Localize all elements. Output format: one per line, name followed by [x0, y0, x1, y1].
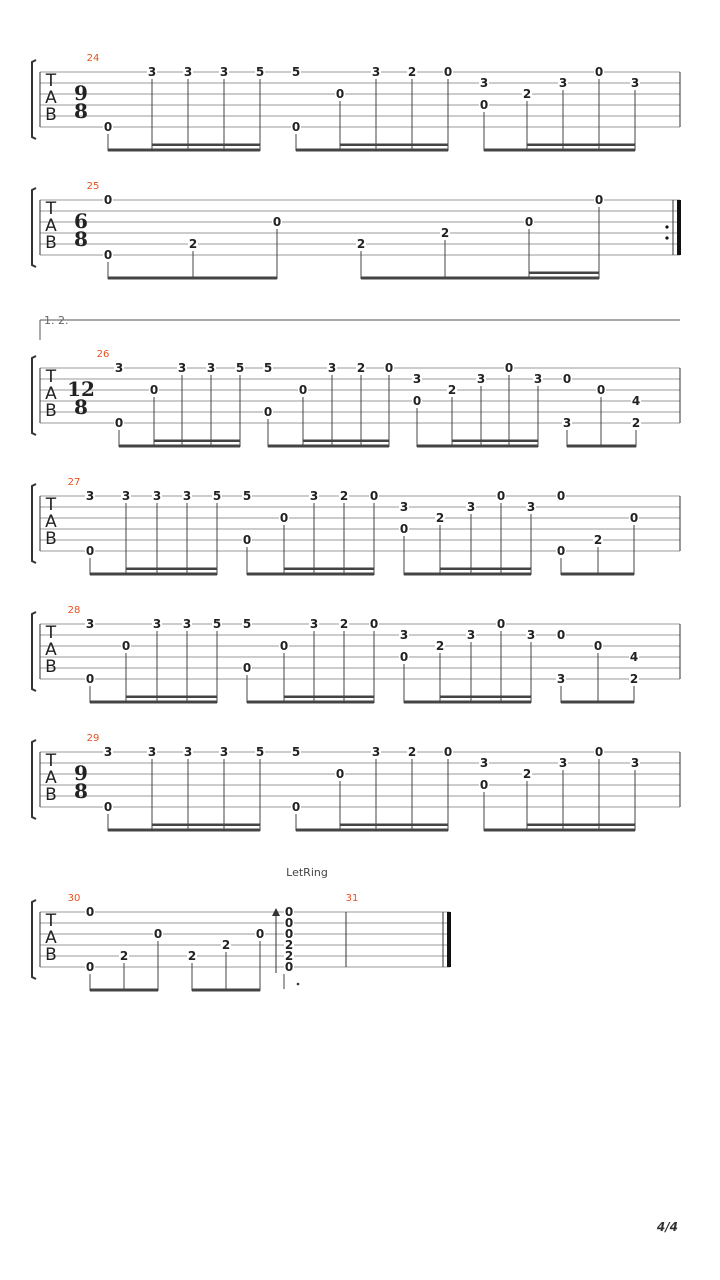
beam-primary — [90, 573, 217, 576]
measure-number: 31 — [345, 893, 359, 904]
fret-number: 0 — [85, 960, 95, 974]
fret-number: 0 — [284, 905, 294, 919]
fret-number: 0 — [504, 361, 514, 375]
beam-secondary — [126, 568, 217, 571]
fret-number: 0 — [369, 489, 379, 503]
tab-clef-t: T — [45, 71, 57, 91]
fret-number: 3 — [526, 628, 536, 642]
fret-number: 3 — [558, 76, 568, 90]
tab-clef-a: A — [45, 640, 57, 660]
measure-number: 26 — [96, 349, 110, 360]
beam-secondary — [440, 696, 531, 699]
fret-number: 3 — [309, 617, 319, 631]
fret-number: 3 — [219, 65, 229, 79]
staff-system-30 — [32, 900, 450, 992]
fret-number: 0 — [335, 767, 345, 781]
fret-number: 3 — [399, 500, 409, 514]
fret-number: 0 — [369, 617, 379, 631]
fret-number: 5 — [242, 617, 252, 631]
tab-clef-t: T — [45, 495, 57, 515]
fret-number: 2 — [522, 767, 532, 781]
fret-number: 3 — [309, 489, 319, 503]
fret-number: 0 — [149, 383, 159, 397]
fret-number: 3 — [114, 361, 124, 375]
fret-number: 0 — [399, 650, 409, 664]
tab-clef-a: A — [45, 88, 57, 108]
fret-number: 0 — [594, 745, 604, 759]
fret-number: 3 — [152, 617, 162, 631]
beam-primary — [90, 989, 158, 992]
beam-secondary — [154, 440, 240, 443]
fret-number: 0 — [594, 193, 604, 207]
tab-clef-a: A — [45, 216, 57, 236]
fret-number: 0 — [412, 394, 422, 408]
fret-number: 5 — [291, 745, 301, 759]
fret-number: 5 — [235, 361, 245, 375]
fret-number: 3 — [219, 745, 229, 759]
beam-primary — [268, 445, 389, 448]
repeat-dot — [665, 225, 668, 228]
fret-number: 2 — [407, 65, 417, 79]
fret-number: 0 — [284, 960, 294, 974]
fret-number: 0 — [242, 533, 252, 547]
system-bracket — [32, 60, 36, 139]
beam-primary — [108, 277, 277, 280]
beam-secondary — [284, 568, 374, 571]
fret-number: 5 — [291, 65, 301, 79]
fret-number: 0 — [85, 672, 95, 686]
fret-number: 2 — [221, 938, 231, 952]
beam-secondary — [440, 568, 531, 571]
beam-primary — [417, 445, 538, 448]
fret-number: 3 — [466, 628, 476, 642]
fret-number: 0 — [629, 511, 639, 525]
measure-number: 24 — [86, 53, 100, 64]
fret-number: 3 — [479, 756, 489, 770]
time-signature-numerator: 9 — [74, 81, 88, 105]
fret-number: 0 — [103, 800, 113, 814]
fret-number: 3 — [206, 361, 216, 375]
beam-primary — [404, 573, 531, 576]
tab-clef-b: B — [45, 785, 57, 805]
fret-number: 5 — [255, 745, 265, 759]
time-signature-denominator: 8 — [74, 99, 88, 123]
system-bracket — [32, 484, 36, 563]
tab-clef-b: B — [45, 529, 57, 549]
staff-system-25 — [32, 188, 680, 280]
tab-clef-b: B — [45, 657, 57, 677]
beam-primary — [361, 277, 599, 280]
fret-number: 3 — [183, 745, 193, 759]
fret-number: 0 — [496, 489, 506, 503]
fret-number: 0 — [479, 778, 489, 792]
fret-number: 0 — [335, 87, 345, 101]
fret-number: 0 — [479, 98, 489, 112]
fret-number: 3 — [371, 65, 381, 79]
fret-number: 3 — [147, 65, 157, 79]
beam-secondary — [527, 144, 635, 147]
fret-number: 3 — [412, 372, 422, 386]
fret-number: 3 — [182, 489, 192, 503]
fret-number: 3 — [562, 416, 572, 430]
staff-system-24 — [32, 60, 680, 152]
tab-clef-a: A — [45, 928, 57, 948]
fret-number: 0 — [85, 905, 95, 919]
tab-clef-a: A — [45, 512, 57, 532]
tab-clef-b: B — [45, 233, 57, 253]
fret-number: 0 — [272, 215, 282, 229]
page-number: 4/4 — [656, 1220, 678, 1234]
dotted-note-dot — [297, 983, 300, 986]
beam-primary — [90, 701, 217, 704]
fret-number: 3 — [147, 745, 157, 759]
tab-clef-t: T — [45, 367, 57, 387]
measure-number: 27 — [67, 477, 81, 488]
system-bracket — [32, 356, 36, 435]
fret-number: 2 — [119, 949, 129, 963]
fret-number: 2 — [440, 226, 450, 240]
fret-number: 0 — [556, 544, 566, 558]
fret-number: 2 — [631, 416, 641, 430]
fret-number: 3 — [466, 500, 476, 514]
time-signature-denominator: 8 — [74, 395, 88, 419]
fret-number: 0 — [496, 617, 506, 631]
fret-number: 3 — [103, 745, 113, 759]
fret-number: 0 — [153, 927, 163, 941]
fret-number: 4 — [631, 394, 641, 408]
beam-primary — [296, 149, 448, 152]
system-bracket — [32, 612, 36, 691]
fret-number: 2 — [435, 639, 445, 653]
system-bracket — [32, 188, 36, 267]
fret-number: 2 — [356, 237, 366, 251]
staff-system-28 — [32, 612, 680, 704]
fret-number: 0 — [284, 916, 294, 930]
fret-number: 0 — [594, 65, 604, 79]
fret-number: 0 — [443, 745, 453, 759]
measure-number: 28 — [67, 605, 81, 616]
fret-number: 3 — [177, 361, 187, 375]
fret-number: 5 — [255, 65, 265, 79]
time-signature-denominator: 8 — [74, 227, 88, 251]
fret-number: 3 — [399, 628, 409, 642]
tab-clef-t: T — [45, 911, 57, 931]
beam-primary — [192, 989, 260, 992]
fret-number: 0 — [562, 372, 572, 386]
tab-clef-t: T — [45, 623, 57, 643]
fret-number: 0 — [103, 193, 113, 207]
beam-primary — [108, 149, 260, 152]
beam-secondary — [529, 272, 599, 275]
fret-number: 5 — [212, 617, 222, 631]
beam-primary — [404, 701, 531, 704]
beam-primary — [247, 701, 374, 704]
fret-number: 2 — [593, 533, 603, 547]
fret-number: 5 — [212, 489, 222, 503]
fret-number: 2 — [522, 87, 532, 101]
fret-number: 3 — [558, 756, 568, 770]
tab-clef-b: B — [45, 945, 57, 965]
fret-number: 0 — [263, 405, 273, 419]
time-signature-denominator: 8 — [74, 779, 88, 803]
measure-number: 30 — [67, 893, 81, 904]
beam-primary — [247, 573, 374, 576]
measure-number: 29 — [86, 733, 100, 744]
fret-number: 0 — [255, 927, 265, 941]
fret-number: 3 — [476, 372, 486, 386]
fret-number: 3 — [327, 361, 337, 375]
fret-number: 0 — [443, 65, 453, 79]
tab-clef-a: A — [45, 768, 57, 788]
fret-number: 3 — [121, 489, 131, 503]
fret-number: 0 — [103, 248, 113, 262]
fret-number: 3 — [183, 65, 193, 79]
beam-primary — [108, 829, 260, 832]
fret-number: 2 — [435, 511, 445, 525]
tab-clef-b: B — [45, 105, 57, 125]
staff-system-26 — [32, 320, 680, 448]
fret-number: 0 — [291, 800, 301, 814]
fret-number: 3 — [152, 489, 162, 503]
system-bracket — [32, 740, 36, 819]
beam-primary — [484, 829, 635, 832]
fret-number: 2 — [339, 617, 349, 631]
fret-number: 3 — [556, 672, 566, 686]
fret-number: 0 — [524, 215, 534, 229]
fret-number: 3 — [630, 756, 640, 770]
beam-secondary — [452, 440, 538, 443]
fret-number: 3 — [533, 372, 543, 386]
fret-number: 0 — [85, 544, 95, 558]
fret-number: 0 — [242, 661, 252, 675]
fret-number: 5 — [242, 489, 252, 503]
let-ring-annotation: LetRing — [286, 866, 328, 879]
fret-number: 0 — [596, 383, 606, 397]
fret-number: 3 — [479, 76, 489, 90]
beam-secondary — [152, 824, 260, 827]
fret-number: 5 — [263, 361, 273, 375]
fret-number: 3 — [526, 500, 536, 514]
beam-primary — [484, 149, 635, 152]
fret-number: 0 — [279, 639, 289, 653]
tab-clef-t: T — [45, 751, 57, 771]
beam-secondary — [340, 824, 448, 827]
beam-primary — [561, 701, 634, 704]
fret-number: 3 — [85, 617, 95, 631]
tab-clef-t: T — [45, 199, 57, 219]
fret-number: 0 — [114, 416, 124, 430]
fret-number: 2 — [629, 672, 639, 686]
fret-number: 2 — [188, 237, 198, 251]
beam-secondary — [284, 696, 374, 699]
fret-number: 4 — [629, 650, 639, 664]
fret-number: 2 — [339, 489, 349, 503]
tab-clef-a: A — [45, 384, 57, 404]
volta-label: 1. 2. — [44, 314, 69, 327]
beam-secondary — [152, 144, 260, 147]
fret-number: 3 — [371, 745, 381, 759]
fret-number: 2 — [356, 361, 366, 375]
repeat-dot — [665, 236, 668, 239]
measure-number: 25 — [86, 181, 100, 192]
time-signature-numerator: 6 — [74, 209, 88, 233]
fret-number: 0 — [399, 522, 409, 536]
beam-secondary — [527, 824, 635, 827]
beam-primary — [119, 445, 240, 448]
fret-number: 0 — [556, 489, 566, 503]
system-bracket — [32, 900, 36, 979]
time-signature-numerator: 12 — [67, 377, 95, 401]
fret-number: 2 — [187, 949, 197, 963]
staff-system-29 — [32, 740, 680, 832]
time-signature-numerator: 9 — [74, 761, 88, 785]
fret-number: 0 — [291, 120, 301, 134]
fret-number: 3 — [182, 617, 192, 631]
fret-number: 3 — [630, 76, 640, 90]
fret-number: 0 — [593, 639, 603, 653]
beam-secondary — [126, 696, 217, 699]
fret-number: 2 — [407, 745, 417, 759]
beam-primary — [561, 573, 634, 576]
beam-secondary — [340, 144, 448, 147]
beam-secondary — [303, 440, 389, 443]
fret-number: 2 — [284, 938, 294, 952]
fret-number: 0 — [298, 383, 308, 397]
beam-primary — [567, 445, 636, 448]
fret-number: 0 — [121, 639, 131, 653]
fret-number: 0 — [284, 927, 294, 941]
fret-number: 2 — [284, 949, 294, 963]
beam-primary — [296, 829, 448, 832]
fret-number: 0 — [384, 361, 394, 375]
fret-number: 2 — [447, 383, 457, 397]
fret-number: 0 — [103, 120, 113, 134]
fret-number: 0 — [279, 511, 289, 525]
tab-clef-b: B — [45, 401, 57, 421]
fret-number: 0 — [556, 628, 566, 642]
fret-number: 3 — [85, 489, 95, 503]
